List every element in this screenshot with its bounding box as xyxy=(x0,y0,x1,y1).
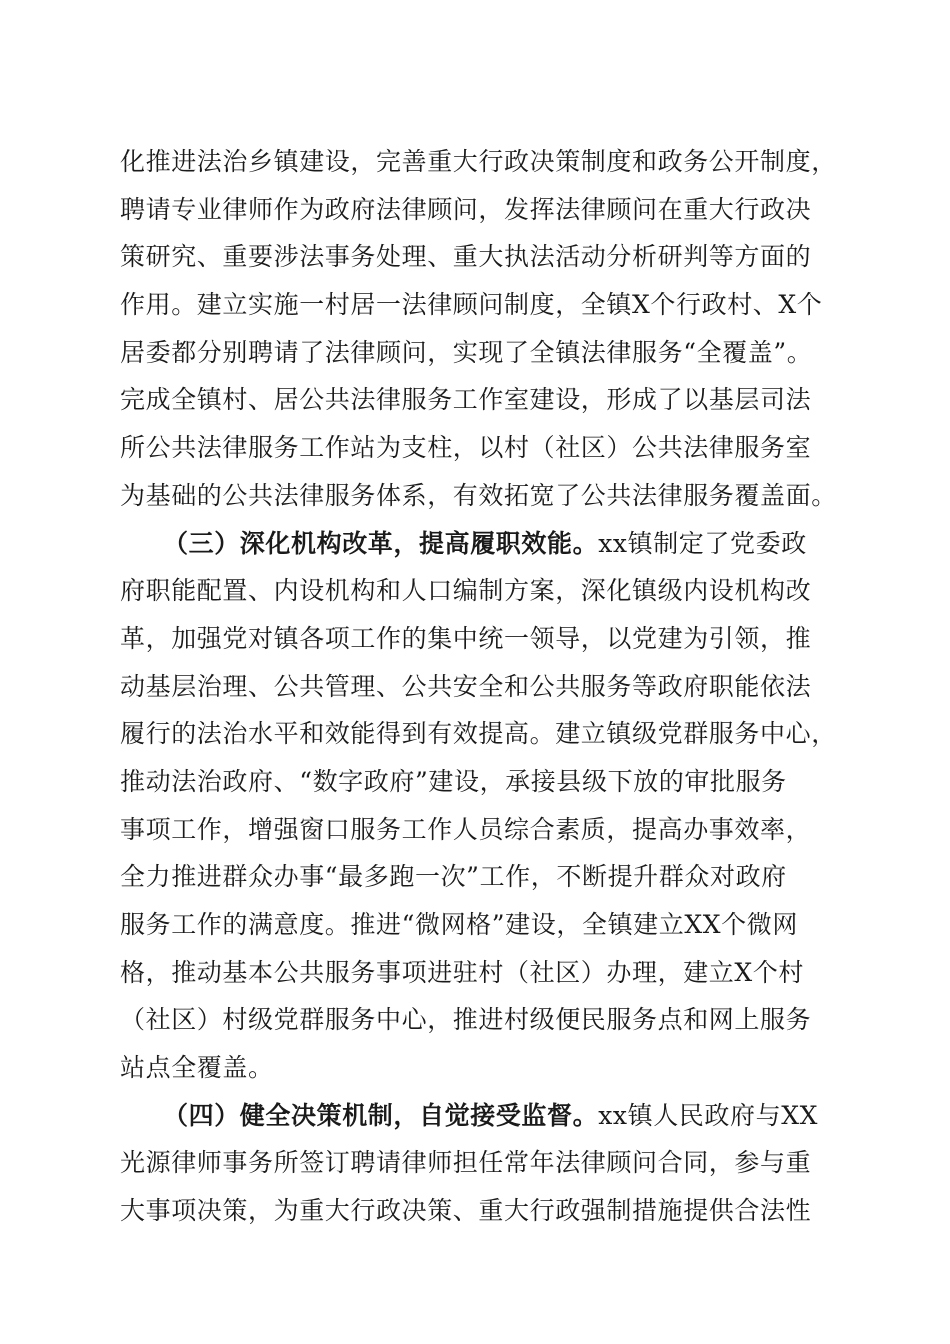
text-line: 居委都分别聘请了法律顾问，实现了全镇法律服务“全覆盖”。 xyxy=(120,337,813,367)
text-line: （社区）村级党群服务中心，推进村级便民服务点和网上服务 xyxy=(120,1005,812,1035)
text-line: 聘请专业律师作为政府法律顾问，发挥法律顾问在重大行政决 xyxy=(120,194,812,224)
text-line: 策研究、重要涉法事务处理、重大执法活动分析研判等方面的 xyxy=(120,242,812,272)
text-line: 府职能配置、内设机构和人口编制方案，深化镇级内设机构改 xyxy=(120,576,812,606)
text-line: 事项工作，增强窗口服务工作人员综合素质，提高办事效率， xyxy=(120,814,812,844)
section-3-first-line xyxy=(120,520,840,568)
text-line: 站点全覆盖。 xyxy=(120,1053,274,1083)
section-4-first-line xyxy=(120,1092,840,1140)
text-line: 作用。建立实施一村居一法律顾问制度，全镇X个行政村、X个 xyxy=(120,290,823,320)
text-line: 光源律师事务所签订聘请律师担任常年法律顾问合同，参与重 xyxy=(120,1148,812,1178)
body-text xyxy=(120,138,840,1235)
section-3-heading: （三）深化机构改革，提高履职效能。 xyxy=(163,528,599,558)
section-3-first-line-text: xx镇制定了党委政 xyxy=(598,528,807,558)
text-line: 格，推动基本公共服务事项进驻村（社区）办理，建立X个村 xyxy=(120,957,804,987)
text-line: 所公共法律服务工作站为支柱，以村（社区）公共法律服务室 xyxy=(120,433,812,463)
text-line: 革，加强党对镇各项工作的集中统一领导，以党建为引领，推 xyxy=(120,623,812,653)
text-line: 完成全镇村、居公共法律服务工作室建设，形成了以基层司法 xyxy=(120,385,812,415)
text-line: 化推进法治乡镇建设，完善重大行政决策制度和政务公开制度， xyxy=(120,147,837,176)
text-line: 推动法治政府、“数字政府”建设，承接县级下放的审批服务 xyxy=(120,766,787,796)
text-line: 大事项决策，为重大行政决策、重大行政强制措施提供合法性 xyxy=(120,1196,812,1226)
text-line: 全力推进群众办事“最多跑一次”工作，不断提升群众对政府 xyxy=(120,862,787,892)
text-line: 为基础的公共法律服务体系，有效拓宽了公共法律服务覆盖面。 xyxy=(120,480,837,510)
section-4-first-line-text: xx镇人民政府与XX xyxy=(598,1100,818,1130)
text-line: 服务工作的满意度。推进“微网格”建设，全镇建立XX个微网 xyxy=(120,910,798,939)
text-line: 动基层治理、公共管理、公共安全和公共服务等政府职能依法 xyxy=(120,671,812,701)
text-line: 履行的法治水平和效能得到有效提高。建立镇级党群服务中心， xyxy=(120,719,837,749)
section-4-heading: （四）健全决策机制，自觉接受监督。 xyxy=(163,1100,599,1130)
